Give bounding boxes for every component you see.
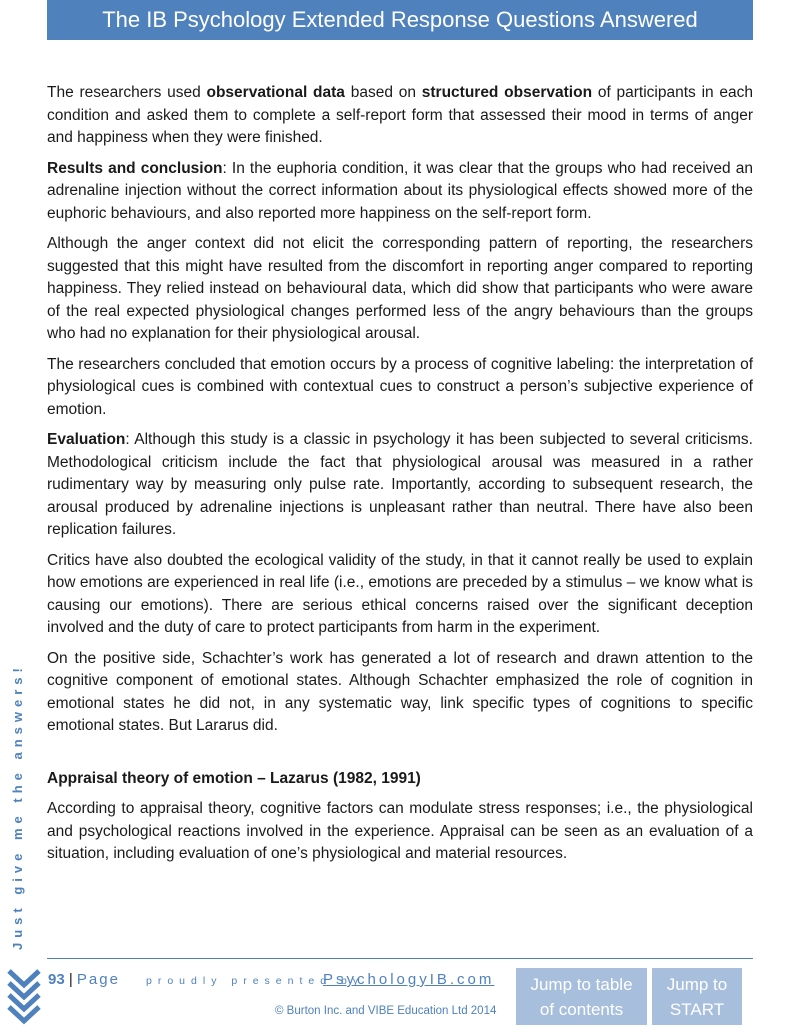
body-paragraph [47, 233, 753, 346]
page-number-value: 93 [48, 971, 65, 988]
page-header [47, 0, 753, 40]
footer-divider [47, 958, 753, 959]
text-run: : Although this study is a classic in psychology it has been subjected to several criticisms. Methodological criticism include the fact that physiological arousal was measured in a rather rudimentary way by measuring only pulse rate. Importantly, according to subsequent research, the arousal produced by adrenaline injections is unpleasant rather than neutral. There have also been replication failures. [47, 431, 753, 538]
bold-text: Evaluation [47, 431, 126, 448]
body-paragraph [47, 550, 753, 640]
page-word: Page [76, 971, 120, 988]
body-paragraph [47, 429, 753, 542]
jump-to-toc-button[interactable]: Jump to table of contents [516, 968, 647, 1025]
bold-text: Appraisal theory of emotion – Lazarus (1982, 1991) [47, 769, 421, 787]
bold-text: structured observation [421, 84, 593, 101]
text-run: The researchers used [47, 84, 207, 101]
text-run: Although the anger context did not elicit the corresponding pattern of reporting, the researchers suggested that this might have resulted from the discomfort in reporting anger compared to reporting happiness. They relied instead on behavioural data, which did show that participants who were aware of the real expected physiological changes performed less of the angry behaviours than the groups who had no explanation for their physiological arousal. [47, 235, 753, 342]
copyright-text: © Burton Inc. and VIBE Education Ltd 2014 [275, 1005, 497, 1017]
jump-to-start-button[interactable]: Jump to START [652, 968, 742, 1025]
text-run: Critics have also doubted the ecological validity of the study, in that it cannot really be used to explain how emotions are experienced in real life (i.e., emotions are preceded by a stimulus – we know what is causing our emotions). There are serious ethical concerns raised over the significant deception involved and the duty of care to protect participants from harm in the experiment. [47, 551, 753, 636]
bold-text: observational data [206, 84, 345, 101]
text-run: of participants in each condition and asked them to complete a self-report form that assessed their mood in terms of anger and happiness when they were finished. [47, 84, 754, 146]
text-run: The researchers concluded that emotion occurs by a process of cognitive labeling: the interpretation of physiological cues is combined with contextual cues to construct a person’s subjective experience of emotion. [47, 355, 753, 418]
document-body [47, 82, 753, 874]
text-run: According to appraisal theory, cognitive factors can modulate stress responses; i.e., the physiological and psychological reactions involved in the experience. Appraisal can be seen as an evaluation of a situation, including evaluation of one’s physiological and material resources. [47, 800, 753, 862]
text-run: On the positive side, Schachter’s work has generated a lot of research and drawn attention to the cognitive component of emotional states. Although Schachter emphasized the role of cognition in emotional states he did not, in any systematic way, link specific types of cognitions to specific emotional states. But Lararus did. [47, 649, 753, 734]
body-paragraph [47, 354, 753, 422]
text-run: : In the euphoria condition, it was clear that the groups who had received an adrenaline injection without the correct information about its physiological effects showed more of the euphoric behaviours, and also reported more happiness on the self-report form. [47, 159, 753, 222]
section-heading [47, 768, 753, 791]
bold-text: Results and conclusion [47, 159, 223, 177]
site-link[interactable]: PsychologyIB.com [323, 971, 495, 988]
page-number [48, 971, 120, 988]
body-paragraph [47, 798, 753, 866]
sidebar-tagline: Just give me the answers! [10, 663, 25, 950]
page-separator: | [64, 971, 77, 988]
body-paragraph [47, 158, 753, 226]
header-title: The IB Psychology Extended Response Questions Answered [102, 7, 698, 32]
body-paragraph [47, 82, 753, 150]
chevron-stack-logo-icon [6, 965, 42, 1025]
body-paragraph [47, 648, 753, 738]
text-run: based on [344, 84, 422, 101]
presented-by-text: proudly presented by [146, 975, 365, 987]
